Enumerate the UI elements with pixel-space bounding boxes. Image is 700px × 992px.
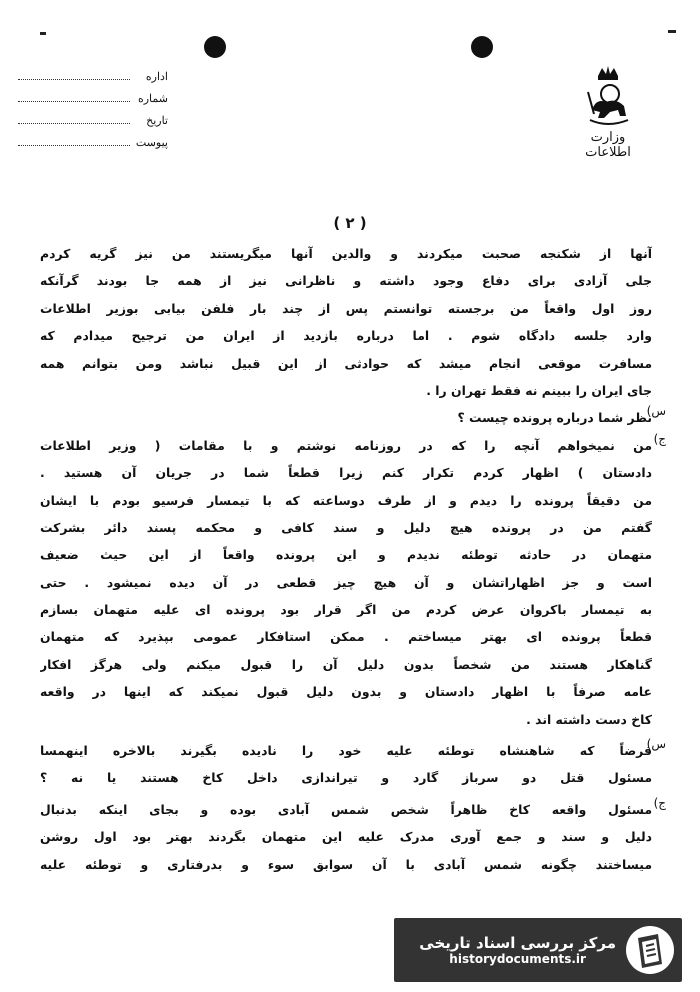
watermark-url: historydocuments.ir xyxy=(449,952,586,966)
ink-speck xyxy=(40,32,46,35)
field-date xyxy=(18,114,168,136)
punch-hole-left xyxy=(204,36,226,58)
watermark-org: مرکز بررسی اسناد تاریخی xyxy=(419,934,616,952)
field-blank xyxy=(18,92,130,102)
answer-line: دلیل و سند و جمع آوری مدرک علیه این متهمان بگردند بهتر بود اول روشن xyxy=(40,829,652,845)
answer-line: من نمیخواهم آنچه را که در روزنامه نوشتم و با مقامات ( وزیر اطلاعات xyxy=(40,437,652,453)
field-department xyxy=(18,70,168,92)
answer-line: کاخ دست داشته اند . xyxy=(526,711,652,727)
answer-line: گفتم من در پرونده هیچ دلیل و سند کافی و محکمه پسند دائر بشرکت xyxy=(40,519,652,535)
body-line: روز اول واقعاً من برجسته توانستم پس از چند بار فلفن بیابی بوزیر اطلاعات xyxy=(40,300,652,316)
body-line: جلی آزادی برای دفاع وجود داشته و ناظرانی نیز از همه جا بودند گرآنکه xyxy=(40,273,652,289)
answer-line: دادستان ) اظهار کردم تکرار کنم زیرا قطعاً شما در جریان آن هستید . xyxy=(40,465,652,481)
question-marker: س) xyxy=(646,737,666,752)
field-blank xyxy=(18,136,130,146)
field-label: تاریخ xyxy=(146,114,168,127)
body-line: وارد جلسه دادگاه شوم . اما درباره بازدید از ایران من ترجیح میدادم که xyxy=(40,328,652,344)
letterhead-emblem xyxy=(568,62,648,160)
answer-marker: ج) xyxy=(653,795,666,810)
page-number: ( ۲ ) xyxy=(333,214,367,232)
watermark-banner xyxy=(394,918,682,982)
question-2 xyxy=(40,737,666,792)
answer-line: است و جز اظهاراتشان و آن هیچ چیز قطعی در آن دیده نمیشود . حتی xyxy=(40,574,652,590)
question-line: نظر شما درباره پرونده چیست ؟ xyxy=(457,410,652,426)
body-line: جای ایران را ببینم نه فقط تهران را . xyxy=(426,382,652,398)
answer-line: گناهکار هستند من شخصاً بدون دلیل آن را قبول میکنم ولی هرگز افکار xyxy=(40,656,652,672)
question-line: فرضاً که شاهنشاه توطئه علیه خود را نادیده بگیرند بالاخره اینهمسا xyxy=(40,743,652,759)
ink-speck xyxy=(668,30,676,33)
header-fields xyxy=(18,70,168,158)
question-1 xyxy=(40,404,666,431)
answer-2 xyxy=(40,795,666,878)
watermark-text xyxy=(419,934,616,966)
document-body xyxy=(40,240,666,878)
body-line: آنها از شکنجه صحبت میکردند و والدین آنها میگریستند من نیز گریه کردم xyxy=(40,246,652,261)
answer-marker: ج) xyxy=(653,431,666,446)
answer-line: میساختند چگونه شمس آبادی با آن سوابق سوء و بدرفتاری و توطئه علیه xyxy=(40,856,652,872)
field-attachment xyxy=(18,136,168,158)
lion-and-sun-emblem-icon xyxy=(580,62,636,128)
field-blank xyxy=(18,70,130,80)
field-label: اداره xyxy=(145,70,168,83)
question-marker: س) xyxy=(646,404,666,419)
answer-line: به تیمسار باکروان عرض کردم من اگر قرار بود پرونده ای علیه متهمان بسازم xyxy=(40,602,652,618)
field-label: پیوست xyxy=(135,136,168,149)
question-line: مسئول قتل دو سرباز گارد و تیراندازی داخل کاخ هستند یا نه ؟ xyxy=(40,770,652,786)
answer-line: متهمان در حادثه توطئه ندیدم و این پرونده واقعاً از این حیث ضعیف xyxy=(40,547,652,563)
body-line: مسافرت موقعی انجام میشد که حوادثی از این قبیل نباشد ومن بتوانم همه xyxy=(40,355,652,371)
archive-logo-icon xyxy=(624,924,676,976)
field-number xyxy=(18,92,168,114)
field-blank xyxy=(18,114,130,124)
field-label: شماره xyxy=(137,92,168,105)
answer-line: عامه صرفاً با اظهار دادستان و بدون دلیل قبول نمیکند که اینها در واقعه xyxy=(40,684,652,700)
answer-line: من دقیقاً پرونده را دیدم و از طرف دوساعته که با تیمسار فرسیو بودم با ایشان xyxy=(40,492,652,508)
answer-1 xyxy=(40,431,666,733)
ministry-name: وزارت اطلاعات xyxy=(585,130,631,160)
punch-hole-right xyxy=(471,36,493,58)
answer-line: مسئول واقعه کاخ ظاهراً شخص شمس آبادی بوده و بجای اینکه بدنبال xyxy=(40,801,652,817)
answer-line: قطعاً پرونده ای بهتر میساختم . ممکن استافکار عمومی بپذیرد که متهمان xyxy=(40,629,652,645)
